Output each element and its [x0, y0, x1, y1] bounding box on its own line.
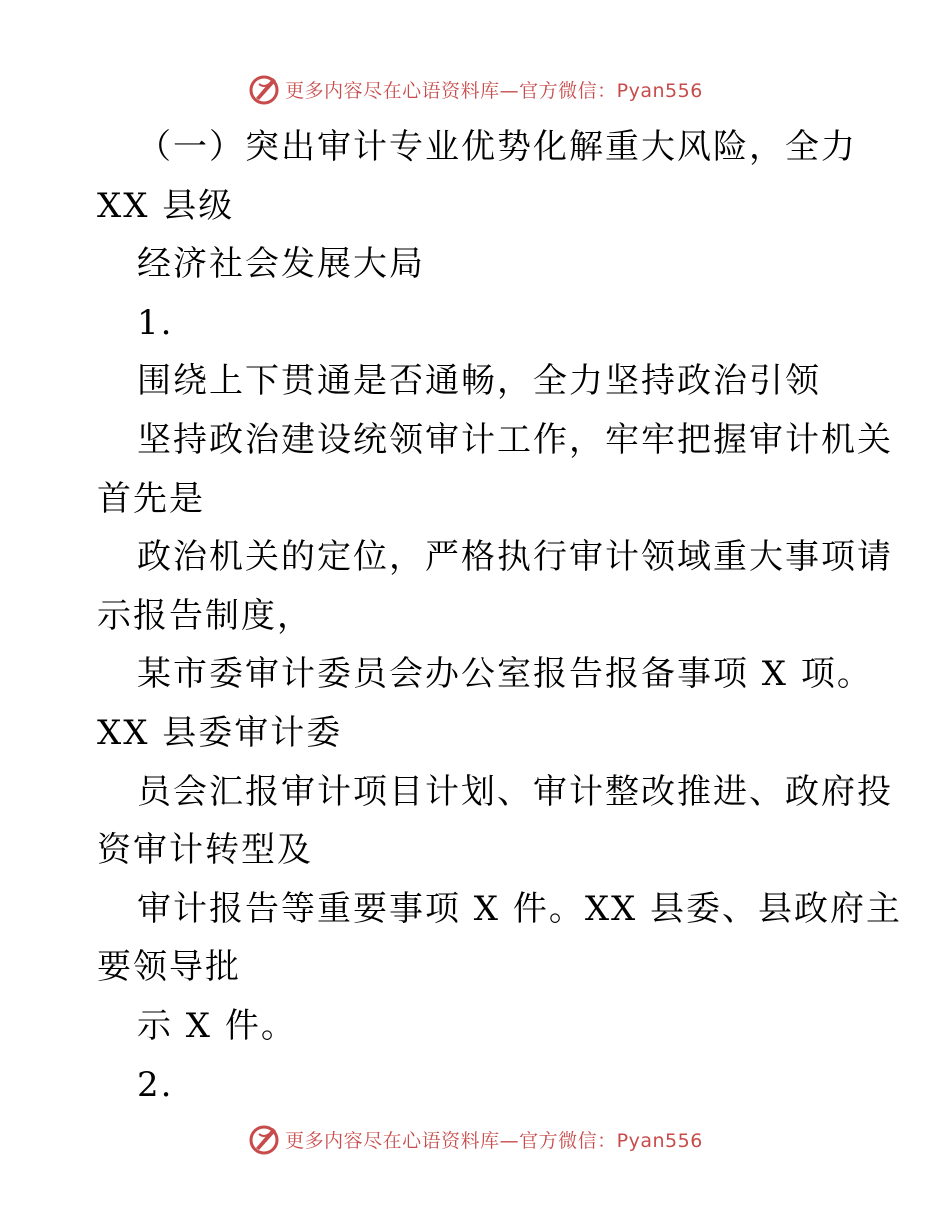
text-line: 示 X 件。 [137, 1005, 297, 1046]
quill-logo-icon [247, 1122, 281, 1156]
watermark-text: 更多内容尽在心语资料库—官方微信：Pyan556 [285, 79, 703, 102]
text-line: 资审计转型及 [97, 830, 313, 871]
text-line: 坚持政治建设统领审计工作，牢牢把握审计机关 [137, 419, 893, 460]
text-line: 首先是 [97, 478, 205, 519]
document-body [97, 118, 903, 1114]
text-line: 政治机关的定位，严格执行审计领域重大事项请 [137, 537, 893, 578]
footer-watermark [0, 1122, 950, 1156]
text-line: 某市委审计委员会办公室报告报备事项 X 项。 [137, 654, 873, 695]
text-line: 审计报告等重要事项 X 件。XX 县委、县政府主 [137, 888, 903, 929]
text-line: XX 县级 [97, 185, 235, 226]
text-line: 2. [137, 1064, 174, 1105]
text-line: 员会汇报审计项目计划、审计整改推进、政府投 [137, 771, 893, 812]
text-line: 要领导批 [97, 947, 241, 988]
text-line: （一）突出审计专业优势化解重大风险，全力 [137, 127, 857, 167]
text-line: 示报告制度， [97, 595, 313, 636]
text-line: 1. [137, 302, 174, 343]
header-watermark [0, 72, 950, 106]
quill-logo-icon [247, 72, 281, 106]
text-line: 经济社会发展大局 [137, 244, 425, 285]
text-line: 围绕上下贯通是否通畅，全力坚持政治引领 [137, 361, 821, 402]
watermark-text: 更多内容尽在心语资料库—官方微信：Pyan556 [285, 1129, 703, 1152]
text-line: XX 县委审计委 [97, 712, 343, 753]
